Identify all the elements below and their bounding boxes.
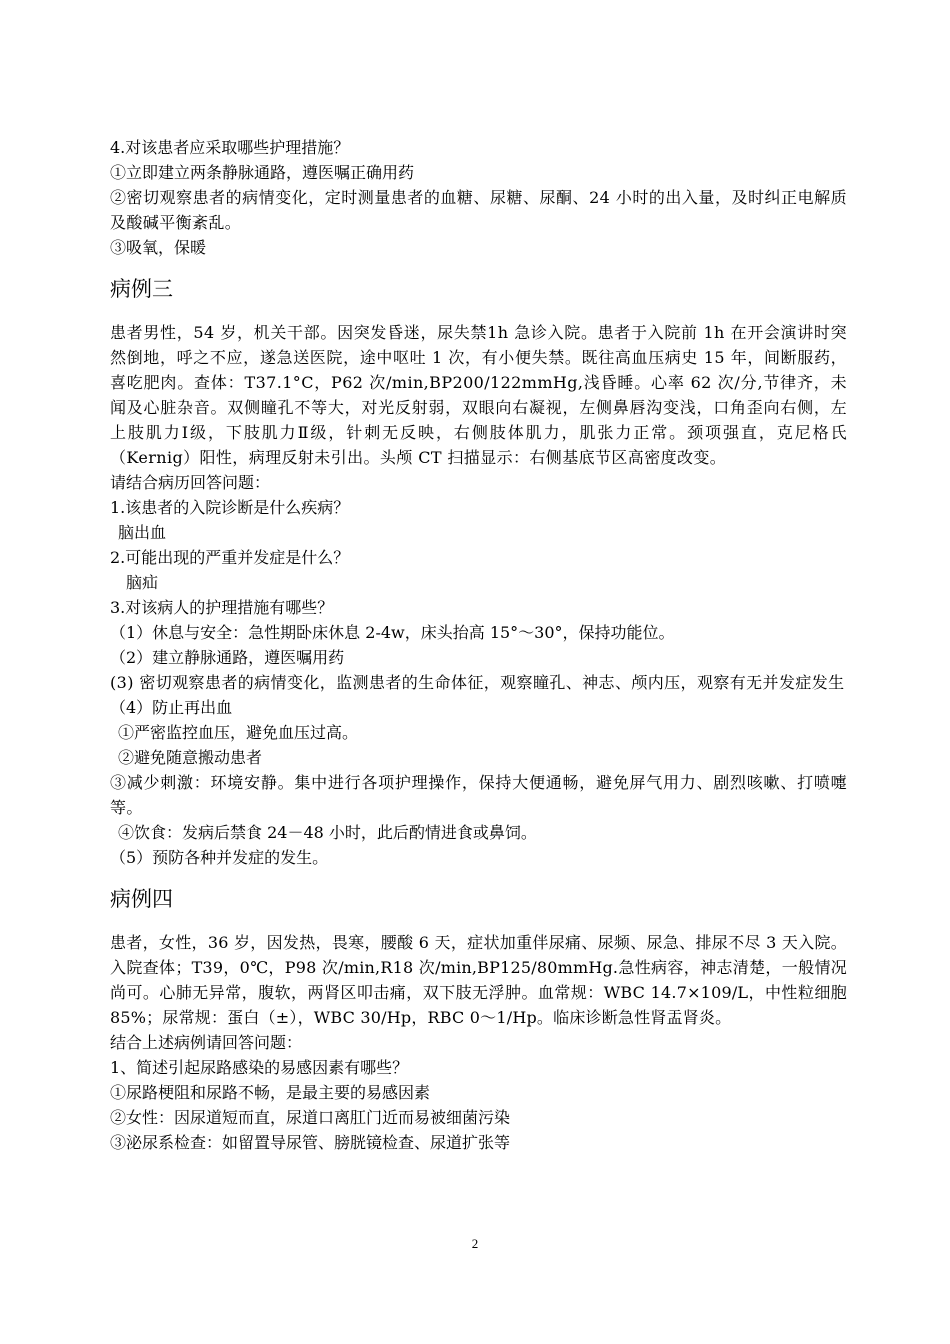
case-4-title: 病例四 bbox=[110, 887, 173, 911]
answer-item-3: ③吸氧，保暖 bbox=[110, 238, 207, 257]
case-4-answer-3: ③泌尿系检查：如留置导尿管、膀胱镜检查、尿道扩张等 bbox=[110, 1133, 511, 1152]
case-4-answer-1: ①尿路梗阻和尿路不畅，是最主要的易感因素 bbox=[110, 1083, 431, 1102]
case-4-description: 患者，女性，36 岁，因发热，畏寒，腰酸 6 天，症状加重伴尿痛、尿频、尿急、排尿不尽 3 天入院。入院查体；T39，0℃，P98 次/min,R18 次/min,BP125/80mmHg.急性病容，神志清楚，一般情况尚可。心肺无异常，腹软，两肾区叩击痛，双下肢无浮肿。血常规：WBC 14.7×109/L，中性粒细胞 85%；尿常规：蛋白（±），WBC 30/Hp，RBC 0～1/Hp。临床诊断急性肾盂肾炎。 bbox=[110, 933, 847, 1027]
case-3-title: 病例三 bbox=[110, 277, 173, 301]
page-number: 2 bbox=[471, 1236, 479, 1251]
answer-item-1: ①立即建立两条静脉通路，遵医嘱正确用药 bbox=[110, 163, 415, 182]
care-measure-2: （2）建立静脉通路，遵医嘱用药 bbox=[110, 648, 345, 667]
case-4-question-1: 1、简述引起尿路感染的易感因素有哪些？ bbox=[110, 1058, 409, 1077]
document-body bbox=[110, 135, 847, 1155]
care-measure-4-a: ①严密监控血压，避免血压过高。 bbox=[118, 723, 359, 742]
care-measure-1: （1）休息与安全：急性期卧床休息 2-4w，床头抬高 15°～30°，保持功能位。 bbox=[110, 623, 675, 642]
care-measure-4-c: ③减少刺激：环境安静。集中进行各项护理操作，保持大便通畅，避免屏气用力、剧烈咳嗽、打喷嚏等。 bbox=[110, 773, 847, 817]
care-measure-4: （4）防止再出血 bbox=[110, 698, 233, 717]
case-3-prompt: 请结合病历回答问题： bbox=[110, 473, 271, 492]
case-4-answer-2: ②女性：因尿道短而直，尿道口离肛门近而易被细菌污染 bbox=[110, 1108, 511, 1127]
case-3-question-1: 1.该患者的入院诊断是什么疾病？ bbox=[110, 498, 350, 517]
case-3-question-2: 2.可能出现的严重并发症是什么？ bbox=[110, 548, 350, 567]
case-4-prompt: 结合上述病例请回答问题： bbox=[110, 1033, 303, 1052]
care-measure-4-b: ②避免随意搬动患者 bbox=[118, 748, 263, 767]
care-measure-5: （5）预防各种并发症的发生。 bbox=[110, 848, 329, 867]
case-3-question-3: 3.对该病人的护理措施有哪些？ bbox=[110, 598, 334, 617]
question-4: 4.对该患者应采取哪些护理措施？ bbox=[110, 138, 350, 157]
care-measure-3: (3) 密切观察患者的病情变化，监测患者的生命体征，观察瞳孔、神志、颅内压，观察有无并发症发生 bbox=[110, 673, 845, 692]
case-3-answer-2: 脑疝 bbox=[126, 573, 159, 592]
answer-item-2: ②密切观察患者的病情变化，定时测量患者的血糖、尿糖、尿酮、24 小时的出入量，及时纠正电解质及酸碱平衡紊乱。 bbox=[110, 188, 847, 232]
care-measure-4-d: ④饮食：发病后禁食 24－48 小时，此后酌情进食或鼻饲。 bbox=[118, 823, 537, 842]
case-3-description: 患者男性，54 岁，机关干部。因突发昏迷，尿失禁1h 急诊入院。患者于入院前 1h 在开会演讲时突然倒地，呼之不应，遂急送医院，途中呕吐 1 次，有小便失禁。既往高血压病史 15 年，间断服药，喜吃肥肉。查体：T37.1°C，P62 次/min,BP200/122mmHg,浅昏睡。心率 62 次/分,节律齐，未闻及心脏杂音。双侧瞳孔不等大，对光反射弱，双眼向右凝视，左侧鼻唇沟变浅，口角歪向右侧，左上肢肌力Ⅰ级，下肢肌力Ⅱ级，针刺无反映，右侧肢体肌力，肌张力正常。颈项强直，克尼格氏（Kernig）阳性，病理反射未引出。头颅 CT 扫描显示：右侧基底节区高密度改变。 bbox=[110, 323, 847, 467]
case-3-answer-1: 脑出血 bbox=[118, 523, 167, 542]
